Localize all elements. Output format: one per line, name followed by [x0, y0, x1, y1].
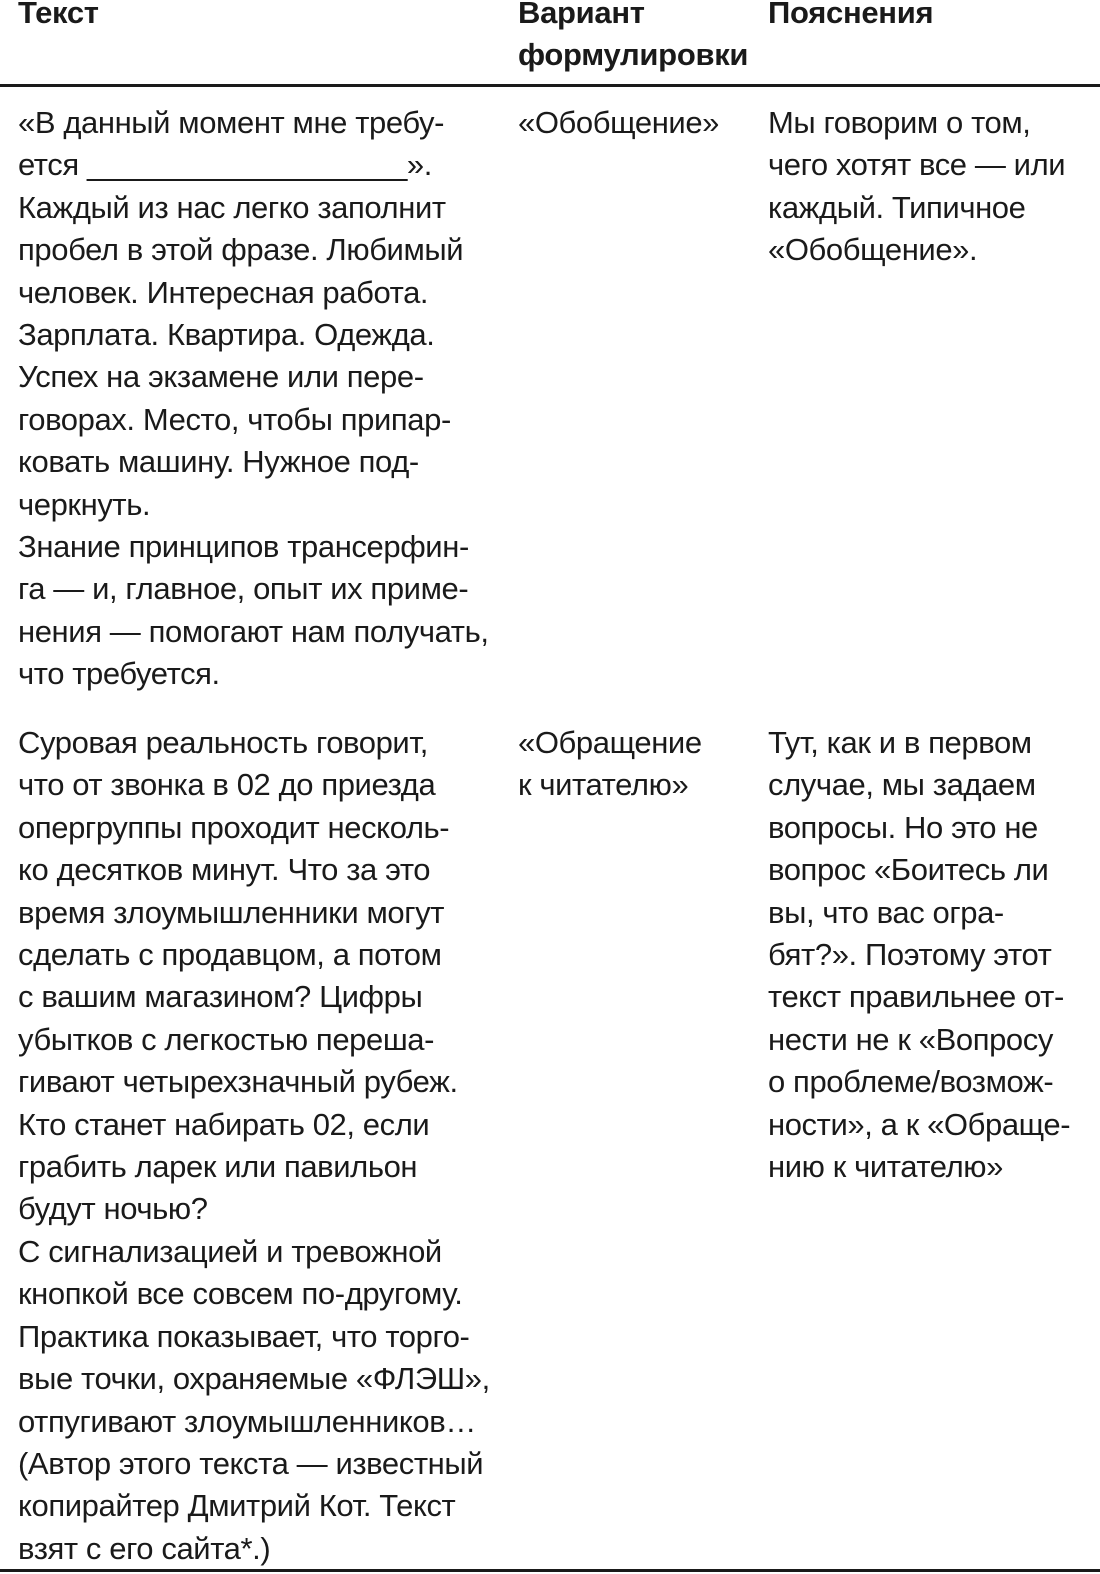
cell-variant: «Обращение к читателю» [518, 725, 702, 803]
table-row [0, 713, 1100, 1572]
cell-notes: Тут, как и в первом случае, мы задаем вопросы. Но это не вопрос «Боитесь ли вы, что вас огра- бят?». Поэтому этот текст правильнее от- нести не к «Вопросу о проблеме/возмож- ности», а к «Обраще- нию к читателю» [768, 725, 1071, 1185]
cell-text: Суровая реальность говорит, что от звонка в 02 до приезда опергруппы проходит несколь- ко десятков минут. Что за это время злоумышленники могут сделать с продавцом, а потом с вашим магазином? Цифры убытков с легкостью переша- гивают четырехзначный рубеж. Кто станет набирать 02, если грабить ларек или павильон будут ночью? С сигнализацией и тревожной кнопкой все совсем по-другому. Практика показывает, что торго- вые точки, охраняемые «ФЛЭШ», отпугивают злоумышленников… (Автор этого текста — известный копирайтер Дмитрий Кот. Текст взят с его сайта*.) [18, 725, 490, 1566]
cell-text: «В данный момент мне требу- ется ___________________». Каждый из нас легко заполнит пробел в этой фразе. Любимый человек. Интересная работа. Зарплата. Квартира. Одежда. Успех на экзамене или пере- говорах. Место, чтобы припар- ковать машину. Нужное под- черкнуть. Знание принципов трансерфин- га — и, главное, опыт их приме- нения — помогают нам получать, что требуется. [18, 105, 489, 692]
table-row [0, 87, 1100, 713]
header-variant: Вариант формулировки [518, 0, 749, 72]
cell-notes: Мы говорим о том, чего хотят все — или каждый. Типичное «Обобщение». [768, 105, 1066, 268]
table-header [0, 0, 1100, 87]
header-notes: Пояснения [768, 0, 934, 30]
header-text: Текст [18, 0, 99, 30]
cell-variant: «Обобщение» [518, 105, 720, 140]
